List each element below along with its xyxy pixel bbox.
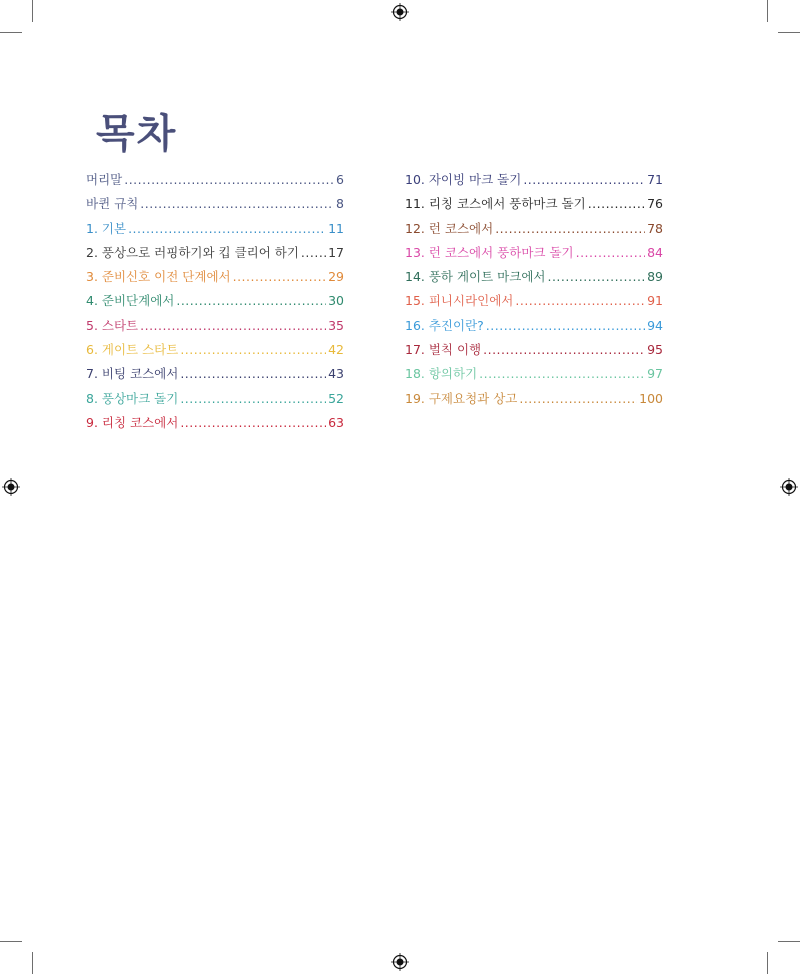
toc-entry-label: 6. 게이트 스타트 [86, 342, 179, 358]
toc-entry-leader [140, 318, 326, 333]
toc-entry[interactable] [405, 340, 663, 364]
toc-entry[interactable] [86, 389, 344, 413]
toc-entry[interactable] [86, 267, 344, 291]
toc-entry-label: 10. 자이빙 마크 돌기 [405, 172, 522, 187]
toc-entry[interactable] [405, 364, 663, 388]
toc-entry[interactable] [86, 340, 344, 364]
toc-entry-leader [588, 196, 645, 211]
toc-entry-label: 16. 추진이란? [405, 317, 484, 333]
toc-column-left [86, 170, 344, 437]
toc-entry-page: 6 [336, 172, 344, 187]
toc-entry-label: 7. 비팅 코스에서 [86, 366, 179, 382]
crop-mark [767, 952, 768, 974]
toc-entry-leader [233, 269, 326, 284]
toc-entry-page: 17 [328, 244, 344, 260]
toc-entry[interactable] [86, 413, 344, 437]
toc-entry[interactable] [86, 364, 344, 388]
toc-entry-label: 8. 풍상마크 돌기 [86, 390, 179, 406]
registration-mark-icon [2, 478, 20, 496]
toc-entry-leader [180, 366, 326, 381]
toc-entry-label: 머리말 [86, 172, 123, 187]
toc-entry[interactable] [86, 219, 344, 243]
toc-entry[interactable] [405, 389, 663, 413]
toc-entry-page: 29 [328, 269, 344, 285]
toc-entry-leader [180, 391, 326, 406]
toc-entry[interactable] [86, 243, 344, 267]
toc-entry-leader [576, 245, 645, 260]
toc-entry-label: 18. 항의하기 [405, 366, 478, 382]
toc-entry[interactable] [405, 243, 663, 267]
toc-entry-page: 35 [328, 317, 344, 333]
toc-entry-page: 91 [647, 293, 663, 309]
toc-entry-page: 8 [336, 196, 344, 212]
toc-entry-leader [547, 269, 645, 284]
toc-entry-label: 3. 준비신호 이전 단계에서 [86, 269, 231, 285]
toc-entry-leader [479, 366, 645, 381]
toc-entry-label: 19. 구제요청과 상고 [405, 390, 518, 406]
toc-entry-leader [180, 342, 326, 357]
toc-entry-leader [515, 293, 645, 308]
crop-mark [767, 0, 768, 22]
toc-entry[interactable] [405, 291, 663, 315]
toc-entry-page: 100 [639, 390, 663, 406]
page-title: 목차 [96, 111, 178, 157]
toc-entry-label: 14. 풍하 게이트 마크에서 [405, 269, 546, 285]
toc-entry-page: 42 [328, 342, 344, 358]
toc-entry-label: 5. 스타트 [86, 317, 139, 333]
toc-entry[interactable] [86, 170, 344, 194]
registration-mark-icon [780, 478, 798, 496]
toc-entry-leader [495, 221, 645, 236]
toc-entry-label: 17. 벌칙 이행 [405, 342, 482, 358]
toc-entry-label: 바퀸 규칙 [86, 196, 139, 212]
toc-entry-page: 97 [647, 366, 663, 382]
toc-entry-page: 89 [647, 269, 663, 285]
crop-mark [32, 952, 33, 974]
toc-entry-page: 43 [328, 366, 344, 382]
toc-entry-page: 30 [328, 293, 344, 309]
crop-mark [32, 0, 33, 22]
toc-entry-label: 15. 피니시라인에서 [405, 293, 514, 309]
toc-entry[interactable] [405, 316, 663, 340]
toc-entry-label: 12. 런 코스에서 [405, 220, 494, 236]
toc-entry-leader [124, 172, 334, 187]
toc-entry-leader [301, 245, 326, 260]
registration-mark-icon [391, 3, 409, 21]
toc-entry[interactable] [405, 267, 663, 291]
crop-mark [0, 32, 22, 33]
toc-entry-leader [483, 342, 645, 357]
toc-entry-page: 94 [647, 317, 663, 333]
toc-entry-leader [519, 391, 637, 406]
toc-entry[interactable] [86, 316, 344, 340]
toc-entry-label: 1. 기본 [86, 220, 127, 236]
toc-entry[interactable] [405, 194, 663, 218]
toc-entry-leader [128, 221, 326, 236]
toc-entry-leader [523, 172, 645, 187]
toc-entry-leader [176, 293, 326, 308]
toc-entry[interactable] [405, 170, 663, 194]
toc-entry-label: 2. 풍상으로 러핑하기와 킵 클리어 하기 [86, 244, 299, 260]
crop-mark [0, 941, 22, 942]
toc-entry-label: 11. 리칭 코스에서 풍하마크 돌기 [405, 196, 586, 212]
toc-entry-leader [140, 196, 334, 211]
toc-entry-leader [486, 318, 645, 333]
registration-mark-icon [391, 953, 409, 971]
toc-entry-page: 78 [647, 220, 663, 236]
crop-mark [778, 941, 800, 942]
toc-entry-page: 71 [647, 172, 663, 187]
toc-entry-label: 13. 런 코스에서 풍하마크 돌기 [405, 244, 574, 260]
toc-entry[interactable] [86, 291, 344, 315]
toc-column-right [405, 170, 663, 413]
toc-entry-leader [180, 415, 326, 430]
toc-entry[interactable] [86, 194, 344, 218]
toc-entry-page: 95 [647, 342, 663, 358]
toc-entry-label: 4. 준비단계에서 [86, 293, 175, 309]
toc-entry-label: 9. 리칭 코스에서 [86, 414, 179, 430]
toc-entry-page: 52 [328, 390, 344, 406]
toc-entry-page: 84 [647, 244, 663, 260]
toc-entry-page: 63 [328, 414, 344, 430]
toc-entry[interactable] [405, 219, 663, 243]
toc-entry-page: 11 [328, 220, 344, 236]
crop-mark [778, 32, 800, 33]
toc-entry-page: 76 [647, 196, 663, 212]
